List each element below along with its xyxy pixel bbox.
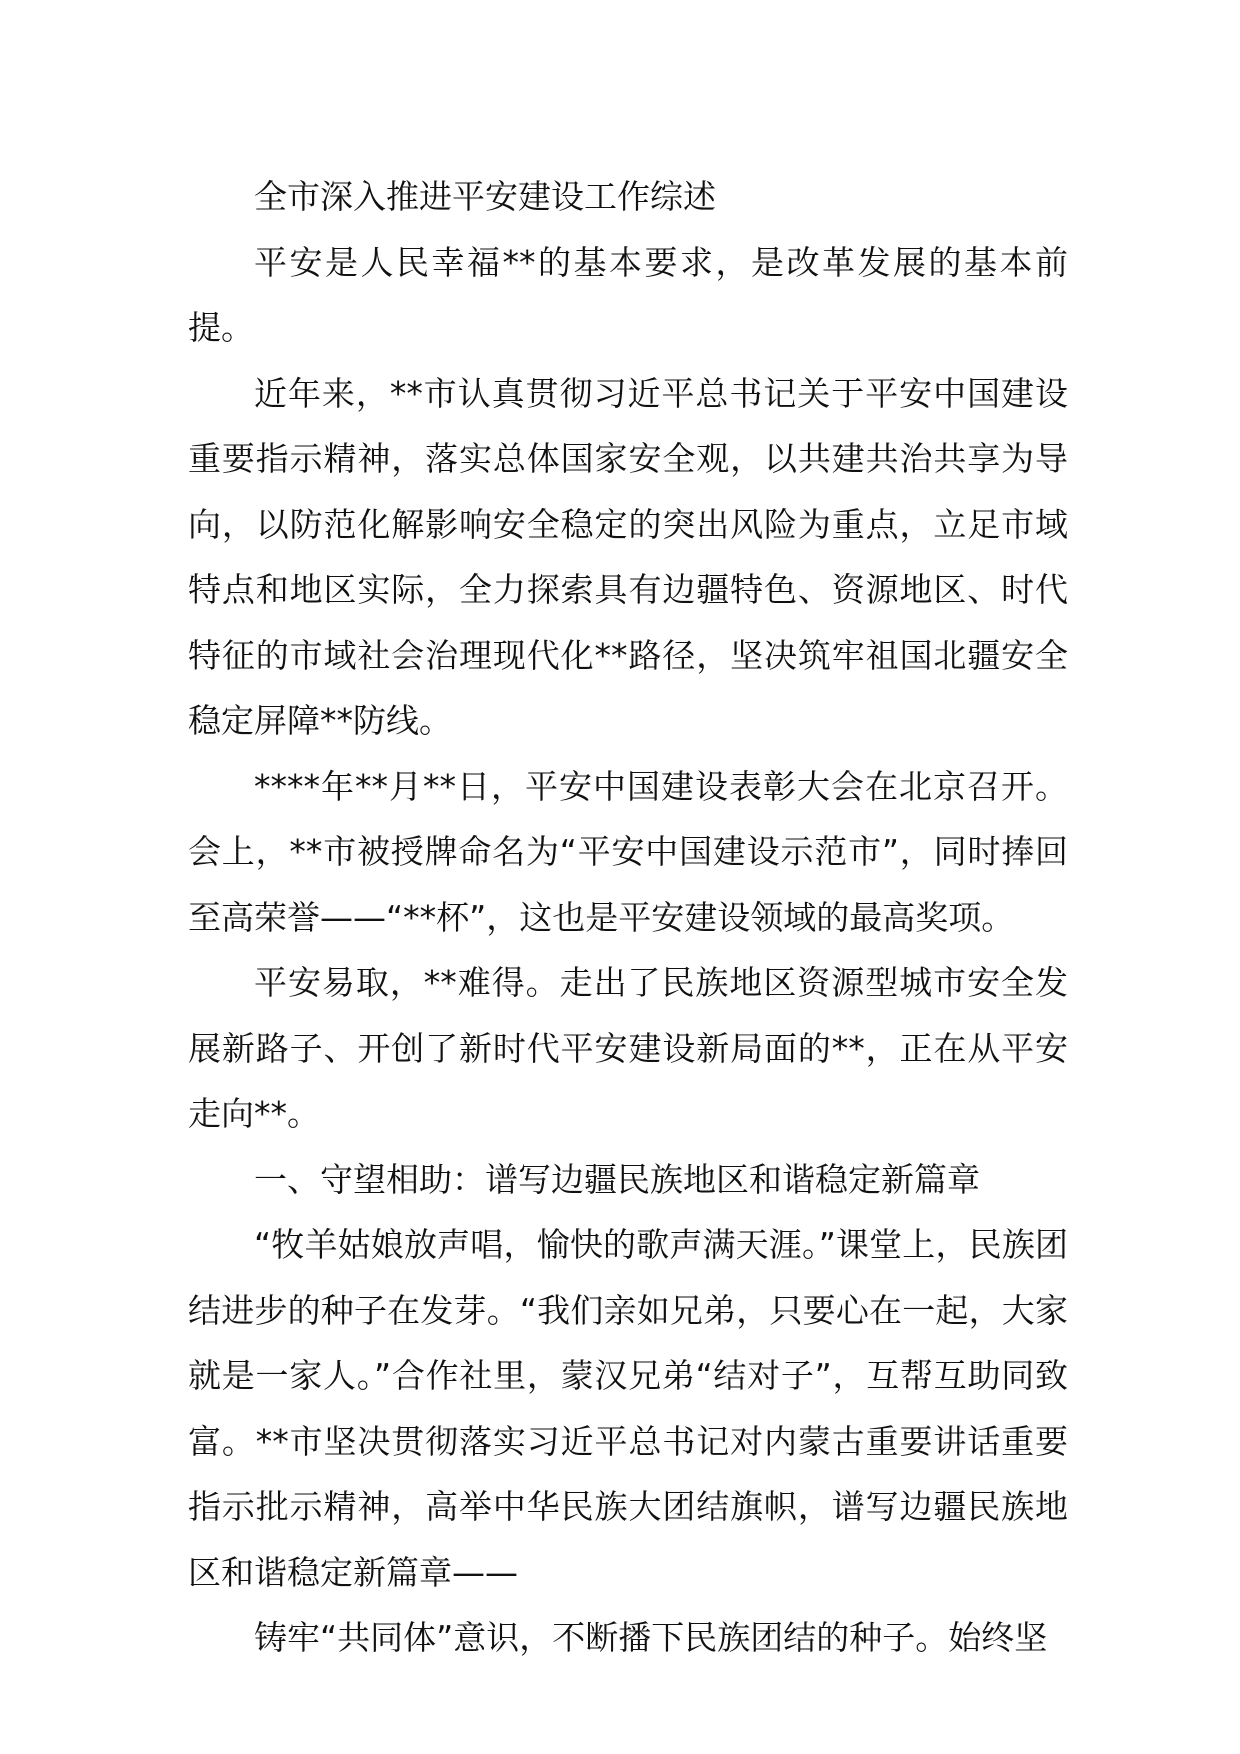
paragraph-community: 铸牢“共同体”意识，不断播下民族团结的种子。始终坚 — [254, 1618, 1048, 1657]
paragraph-overview: 近年来，**市认真贯彻习近平总书记关于平安中国建设重要指示精神，落实总体国家安全观，以共建共治共享为导向，以防范化解影响安全稳定的突出风险为重点，立足市域特点和地区实际，全力探索具有边疆特色、资源地区、时代特征的市域社会治理现代化**路径，坚决筑牢祖国北疆安全稳定屏障**防线。 — [188, 373, 1068, 740]
document-title: 全市深入推进平安建设工作综述 — [254, 177, 716, 216]
paragraph-progress: 平安易取，**难得。走出了民族地区资源型城市安全发展新路子、开创了新时代平安建设新局面的**，正在从平安走向**。 — [188, 963, 1068, 1133]
paragraph-unity: “牧羊姑娘放声唱，愉快的歌声满天涯。”课堂上，民族团结进步的种子在发芽。“我们亲如兄弟，只要心在一起，大家就是一家人。”合作社里，蒙汉兄弟“结对子”，互帮互助同致富。**市坚决贯彻落实习近平总书记对内蒙古重要讲话重要指示批示精神，高举中华民族大团结旗帜，谱写边疆民族地区和谐稳定新篇章—— — [188, 1225, 1068, 1592]
section-heading-1: 一、守望相助：谱写边疆民族地区和谐稳定新篇章 — [254, 1159, 980, 1199]
document-body — [188, 164, 1068, 1671]
paragraph-intro: 平安是人民幸福**的基本要求，是改革发展的基本前提。 — [188, 242, 1068, 347]
paragraph-award: ****年**月**日，平安中国建设表彰大会在北京召开。会上，**市被授牌命名为“平安中国建设示范市”，同时捧回至高荣誉——“**杯”，这也是平安建设领域的最高奖项。 — [188, 766, 1068, 937]
